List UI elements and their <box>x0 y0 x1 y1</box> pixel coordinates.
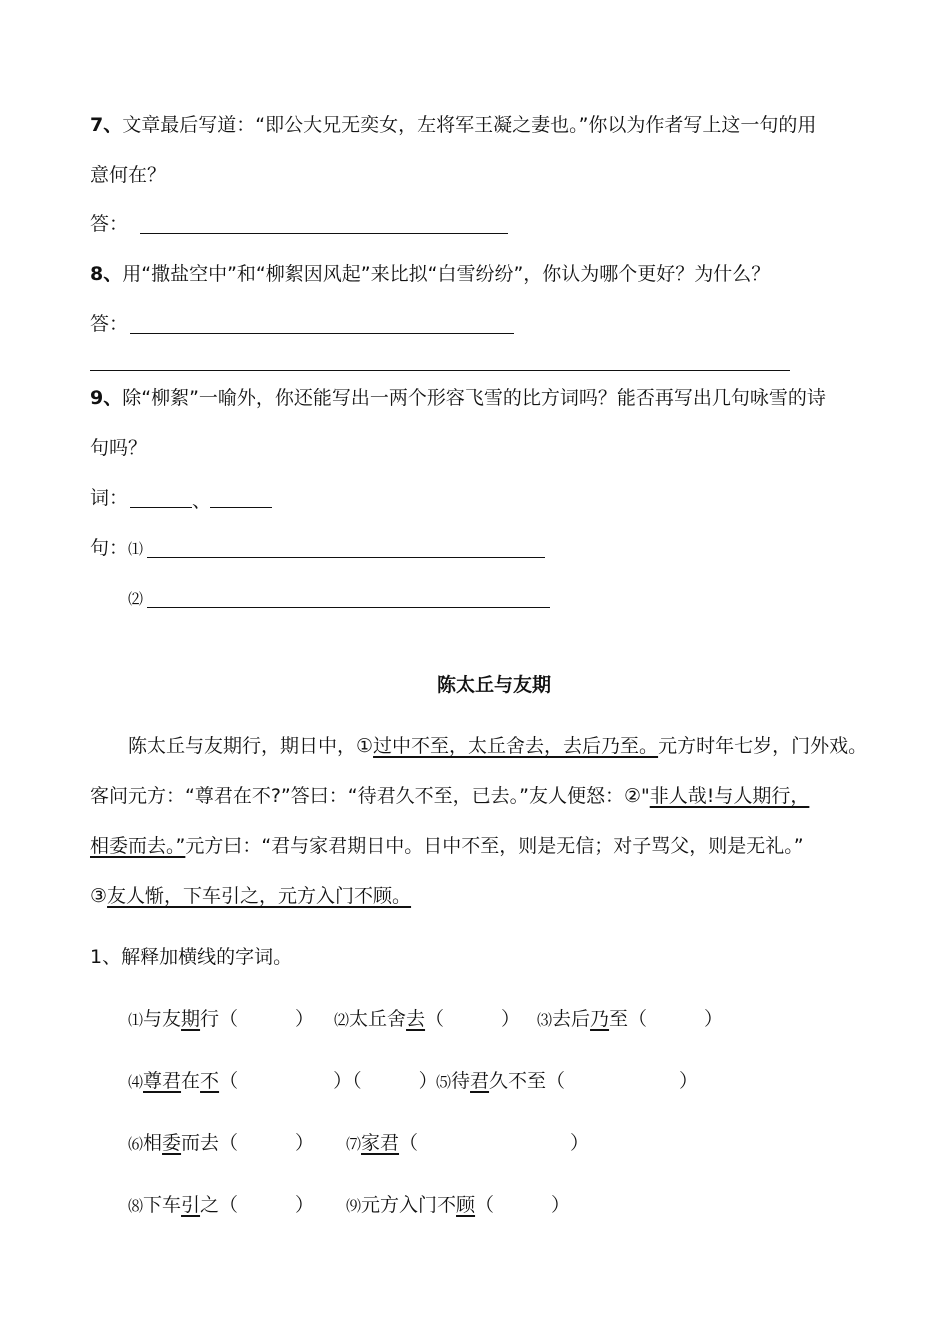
answer-line[interactable] <box>90 370 790 371</box>
answer-label: 答： <box>90 213 129 235</box>
question-number: 9、 <box>90 387 123 409</box>
word-label: 词： <box>90 487 129 509</box>
underlined-sentence-3: 友人惭，下车引之，元方入门不顾。 <box>107 885 412 907</box>
answer-line[interactable] <box>130 333 514 334</box>
underlined-word: 委 <box>162 1132 182 1154</box>
item-number: ⑸ <box>436 1073 452 1091</box>
question-8 <box>90 265 770 284</box>
item-number: ⑻ <box>128 1197 144 1215</box>
word-blank-2[interactable] <box>210 507 272 508</box>
passage-text: 元方曰：“君与家君期日中。日中不至，则是无信；对子骂父，则是无礼。” <box>185 835 804 857</box>
passage-line-1 <box>128 737 867 756</box>
item-text: 待 <box>451 1070 471 1092</box>
item-number: ⑼ <box>346 1197 362 1215</box>
question-9-cont: 句吗？ <box>90 437 148 459</box>
question-9 <box>90 389 826 408</box>
underlined-sentence-2-cont: 相委而去。” <box>90 835 186 857</box>
exercise-item-5 <box>436 1072 698 1091</box>
exercise-item-8 <box>128 1196 314 1215</box>
exercise-item-7 <box>346 1134 589 1153</box>
item-blank[interactable]: 之（ ） <box>200 1194 315 1216</box>
sentence-blank-2[interactable] <box>147 607 550 608</box>
passage-line-4 <box>90 887 411 906</box>
question-text: 用“撒盐空中”和“柳絮因风起”来比拟“白雪纷纷”，你认为哪个更好？为什么？ <box>122 263 771 285</box>
item-blank[interactable]: 至（ ） <box>609 1008 724 1030</box>
passage-text: 陈太丘与友期行，期日中，① <box>128 735 374 757</box>
underlined-word: 顾 <box>456 1194 476 1216</box>
underlined-word: 尊君 <box>143 1070 182 1092</box>
question-text: 文章最后写道：“即公大兄无奕女，左将军王凝之妻也。”你以为作者写上这一句的用 <box>122 114 817 136</box>
item-blank[interactable]: （ ）（ ） <box>219 1070 438 1092</box>
question-7-cont: 意何在？ <box>90 164 167 186</box>
item-text: 在 <box>181 1070 201 1092</box>
sentence-blank-1[interactable] <box>147 557 545 558</box>
item-blank[interactable]: （ ） <box>475 1194 571 1216</box>
item-text: 相 <box>143 1132 163 1154</box>
item-blank[interactable]: 行（ ） <box>200 1008 315 1030</box>
item-number: ⑶ <box>537 1011 553 1029</box>
separator: 、 <box>192 490 212 512</box>
question-7 <box>90 116 816 135</box>
item-blank[interactable]: 久不至（ ） <box>489 1070 699 1092</box>
item-number: ⑺ <box>346 1135 362 1153</box>
item-number: ⑷ <box>128 1073 144 1091</box>
underlined-sentence-1: 过中不至，太丘舍去，去后乃至。 <box>373 735 659 757</box>
sentence-number: ⑵ <box>128 590 144 608</box>
passage-text: 元方时年七岁，门外戏。 <box>658 735 868 757</box>
underlined-word: 期 <box>181 1008 201 1030</box>
question-number: 8、 <box>90 263 123 285</box>
item-text: 太丘舍 <box>349 1008 407 1030</box>
underlined-word: 不 <box>200 1070 220 1092</box>
exercise-item-6 <box>128 1134 314 1153</box>
passage-line-2 <box>90 787 809 806</box>
passage-line-3 <box>90 837 804 856</box>
sentence-label: 句： <box>90 537 129 559</box>
item-blank[interactable]: 而去（ ） <box>181 1132 315 1154</box>
item-number: ⑵ <box>334 1011 350 1029</box>
item-text: 与友 <box>143 1008 182 1030</box>
item-text: 去后 <box>552 1008 591 1030</box>
item-blank[interactable]: （ ） <box>399 1132 590 1154</box>
word-blank-1[interactable] <box>130 507 192 508</box>
underlined-word: 家君 <box>361 1132 400 1154</box>
underlined-sentence-2: 非人哉!与人期行， <box>649 785 810 807</box>
question-text: 除“柳絮”一喻外，你还能写出一两个形容飞雪的比方词吗？能否再写出几句咏雪的诗 <box>122 387 826 409</box>
item-blank[interactable]: （ ） <box>425 1008 521 1030</box>
sentence-number: ⑴ <box>128 540 144 558</box>
underlined-word: 君 <box>470 1070 490 1092</box>
exercise-item-9 <box>346 1196 570 1215</box>
exercise-item-1 <box>128 1010 314 1029</box>
exercise-item-3 <box>537 1010 723 1029</box>
passage-title: 陈太丘与友期 <box>437 674 552 696</box>
passage-text: 客问元方：“尊君在不?”答曰：“待君久不至，已去。”友人便怒：②" <box>90 785 650 807</box>
item-number: ⑹ <box>128 1135 144 1153</box>
exercise-item-2 <box>334 1010 520 1029</box>
underlined-word: 乃 <box>590 1008 610 1030</box>
answer-line[interactable] <box>140 233 508 234</box>
item-number: ⑴ <box>128 1011 144 1029</box>
answer-label: 答： <box>90 313 129 335</box>
underlined-word: 去 <box>406 1008 426 1030</box>
item-text: 元方入门不 <box>361 1194 457 1216</box>
exercise-item-4 <box>128 1072 438 1091</box>
exercise-heading: 1、解释加横线的字词。 <box>90 946 293 968</box>
underlined-word: 引 <box>181 1194 201 1216</box>
question-number: 7、 <box>90 114 123 136</box>
item-text: 下车 <box>143 1194 182 1216</box>
passage-text: ③ <box>90 885 108 907</box>
